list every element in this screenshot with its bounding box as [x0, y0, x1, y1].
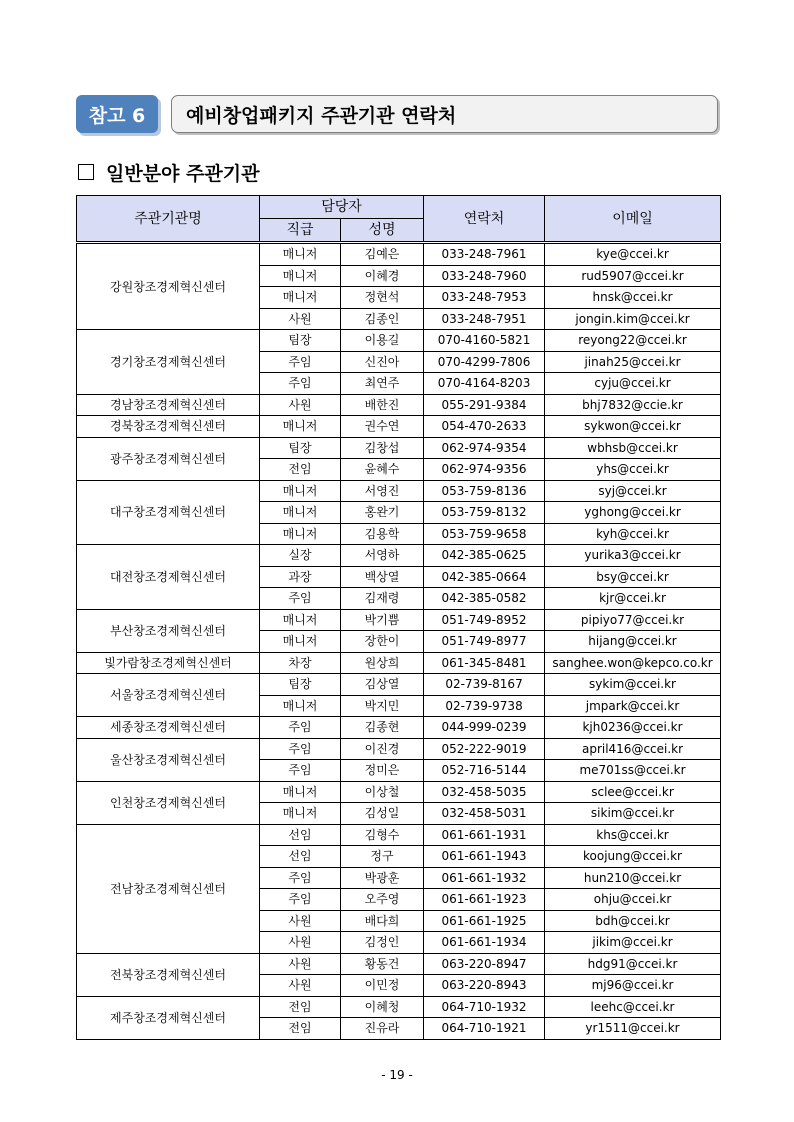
name-cell: 김용학 — [341, 523, 424, 545]
phone-cell: 061-661-1934 — [424, 932, 545, 954]
email-cell: sykwon@ccei.kr — [545, 416, 721, 438]
email-cell: sikim@ccei.kr — [545, 803, 721, 825]
header-org: 주관기관명 — [77, 196, 260, 243]
table-row — [77, 545, 721, 567]
email-cell: kye@ccei.kr — [545, 243, 721, 266]
phone-cell: 061-661-1932 — [424, 867, 545, 889]
name-cell: 이상철 — [341, 781, 424, 803]
name-cell: 최연주 — [341, 373, 424, 395]
name-cell: 이혜청 — [341, 996, 424, 1018]
position-cell: 주임 — [260, 717, 341, 739]
position-cell: 주임 — [260, 351, 341, 373]
phone-cell: 02-739-9738 — [424, 695, 545, 717]
phone-cell: 033-248-7953 — [424, 287, 545, 309]
position-cell: 사원 — [260, 394, 341, 416]
email-cell: yr1511@ccei.kr — [545, 1018, 721, 1040]
position-cell: 매니저 — [260, 243, 341, 266]
email-cell: bsy@ccei.kr — [545, 566, 721, 588]
phone-cell: 042-385-0625 — [424, 545, 545, 567]
phone-cell: 053-759-9658 — [424, 523, 545, 545]
email-cell: bhj7832@ccie.kr — [545, 394, 721, 416]
position-cell: 주임 — [260, 889, 341, 911]
table-row — [77, 996, 721, 1018]
section-heading — [78, 158, 259, 186]
table-row — [77, 243, 721, 266]
name-cell: 정현석 — [341, 287, 424, 309]
name-cell: 박광훈 — [341, 867, 424, 889]
phone-cell: 042-385-0582 — [424, 588, 545, 610]
email-cell: yurika3@ccei.kr — [545, 545, 721, 567]
phone-cell: 032-458-5031 — [424, 803, 545, 825]
name-cell: 원상희 — [341, 652, 424, 674]
position-cell: 전임 — [260, 996, 341, 1018]
name-cell: 오주영 — [341, 889, 424, 911]
table-row — [77, 480, 721, 502]
name-cell: 김창섭 — [341, 437, 424, 459]
email-cell: hijang@ccei.kr — [545, 631, 721, 653]
name-cell: 이민정 — [341, 975, 424, 997]
phone-cell: 033-248-7951 — [424, 308, 545, 330]
email-cell: jmpark@ccei.kr — [545, 695, 721, 717]
org-name-cell: 대전창조경제혁신센터 — [77, 545, 260, 610]
org-name-cell: 울산창조경제혁신센터 — [77, 738, 260, 781]
table-row — [77, 609, 721, 631]
phone-cell: 052-716-5144 — [424, 760, 545, 782]
name-cell: 이혜경 — [341, 265, 424, 287]
position-cell: 주임 — [260, 867, 341, 889]
position-cell: 팀장 — [260, 437, 341, 459]
email-cell: rud5907@ccei.kr — [545, 265, 721, 287]
position-cell: 매니저 — [260, 480, 341, 502]
phone-cell: 061-345-8481 — [424, 652, 545, 674]
name-cell: 백상열 — [341, 566, 424, 588]
phone-cell: 061-661-1923 — [424, 889, 545, 911]
phone-cell: 051-749-8952 — [424, 609, 545, 631]
email-cell: hdg91@ccei.kr — [545, 953, 721, 975]
phone-cell: 064-710-1921 — [424, 1018, 545, 1040]
position-cell: 매니저 — [260, 609, 341, 631]
email-cell: pipiyo77@ccei.kr — [545, 609, 721, 631]
header-name: 성명 — [341, 219, 424, 243]
phone-cell: 051-749-8977 — [424, 631, 545, 653]
org-name-cell: 세종창조경제혁신센터 — [77, 717, 260, 739]
position-cell: 매니저 — [260, 265, 341, 287]
table-row — [77, 394, 721, 416]
phone-cell: 070-4160-5821 — [424, 330, 545, 352]
position-cell: 팀장 — [260, 330, 341, 352]
position-cell: 매니저 — [260, 502, 341, 524]
org-name-cell: 강원창조경제혁신센터 — [77, 243, 260, 330]
email-cell: sclee@ccei.kr — [545, 781, 721, 803]
org-name-cell: 경북창조경제혁신센터 — [77, 416, 260, 438]
org-name-cell: 전북창조경제혁신센터 — [77, 953, 260, 996]
position-cell: 실장 — [260, 545, 341, 567]
position-cell: 사원 — [260, 932, 341, 954]
name-cell: 박기쁨 — [341, 609, 424, 631]
email-cell: yghong@ccei.kr — [545, 502, 721, 524]
email-cell: kjh0236@ccei.kr — [545, 717, 721, 739]
phone-cell: 053-759-8136 — [424, 480, 545, 502]
position-cell: 과장 — [260, 566, 341, 588]
name-cell: 김성일 — [341, 803, 424, 825]
name-cell: 이용길 — [341, 330, 424, 352]
table-row — [77, 738, 721, 760]
org-name-cell: 전남창조경제혁신센터 — [77, 824, 260, 953]
org-name-cell: 인천창조경제혁신센터 — [77, 781, 260, 824]
name-cell: 권수연 — [341, 416, 424, 438]
position-cell: 주임 — [260, 588, 341, 610]
table-row — [77, 437, 721, 459]
name-cell: 이진경 — [341, 738, 424, 760]
position-cell: 매니저 — [260, 631, 341, 653]
name-cell: 김종인 — [341, 308, 424, 330]
table-row — [77, 717, 721, 739]
email-cell: leehc@ccei.kr — [545, 996, 721, 1018]
email-cell: sykim@ccei.kr — [545, 674, 721, 696]
email-cell: koojung@ccei.kr — [545, 846, 721, 868]
header-position: 직급 — [260, 219, 341, 243]
name-cell: 서영진 — [341, 480, 424, 502]
position-cell: 선임 — [260, 824, 341, 846]
org-name-cell: 경기창조경제혁신센터 — [77, 330, 260, 395]
email-cell: hun210@ccei.kr — [545, 867, 721, 889]
table-row — [77, 416, 721, 438]
email-cell: mj96@ccei.kr — [545, 975, 721, 997]
phone-cell: 063-220-8943 — [424, 975, 545, 997]
phone-cell: 053-759-8132 — [424, 502, 545, 524]
section-title: 일반분야 주관기관 — [106, 162, 260, 185]
reference-badge: 참고 6 — [76, 95, 158, 133]
position-cell: 매니저 — [260, 695, 341, 717]
email-cell: bdh@ccei.kr — [545, 910, 721, 932]
name-cell: 박지민 — [341, 695, 424, 717]
checkbox-icon — [78, 164, 94, 180]
position-cell: 사원 — [260, 953, 341, 975]
table-row — [77, 824, 721, 846]
name-cell: 김예은 — [341, 243, 424, 266]
position-cell: 매니저 — [260, 781, 341, 803]
email-cell: jinah25@ccei.kr — [545, 351, 721, 373]
email-cell: reyong22@ccei.kr — [545, 330, 721, 352]
email-cell: kjr@ccei.kr — [545, 588, 721, 610]
position-cell: 선임 — [260, 846, 341, 868]
email-cell: wbhsb@ccei.kr — [545, 437, 721, 459]
phone-cell: 033-248-7960 — [424, 265, 545, 287]
header-manager: 담당자 — [260, 196, 424, 219]
table-row — [77, 953, 721, 975]
position-cell: 매니저 — [260, 287, 341, 309]
name-cell: 김재령 — [341, 588, 424, 610]
phone-cell: 061-661-1943 — [424, 846, 545, 868]
email-cell: me701ss@ccei.kr — [545, 760, 721, 782]
email-cell: cyju@ccei.kr — [545, 373, 721, 395]
org-name-cell: 빛가람창조경제혁신센터 — [77, 652, 260, 674]
table-row — [77, 674, 721, 696]
name-cell: 서영하 — [341, 545, 424, 567]
org-name-cell: 서울창조경제혁신센터 — [77, 674, 260, 717]
email-cell: jikim@ccei.kr — [545, 932, 721, 954]
phone-cell: 044-999-0239 — [424, 717, 545, 739]
phone-cell: 062-974-9354 — [424, 437, 545, 459]
name-cell: 배다희 — [341, 910, 424, 932]
header-phone: 연락처 — [424, 196, 545, 243]
phone-cell: 070-4299-7806 — [424, 351, 545, 373]
position-cell: 전임 — [260, 1018, 341, 1040]
header-email: 이메일 — [545, 196, 721, 243]
phone-cell: 062-974-9356 — [424, 459, 545, 481]
table-row — [77, 330, 721, 352]
email-cell: kyh@ccei.kr — [545, 523, 721, 545]
org-name-cell: 부산창조경제혁신센터 — [77, 609, 260, 652]
phone-cell: 054-470-2633 — [424, 416, 545, 438]
name-cell: 황동건 — [341, 953, 424, 975]
page-number: - 19 - — [381, 1068, 413, 1082]
name-cell: 배한진 — [341, 394, 424, 416]
name-cell: 김종현 — [341, 717, 424, 739]
position-cell: 주임 — [260, 738, 341, 760]
name-cell: 김형수 — [341, 824, 424, 846]
phone-cell: 02-739-8167 — [424, 674, 545, 696]
phone-cell: 061-661-1931 — [424, 824, 545, 846]
phone-cell: 033-248-7961 — [424, 243, 545, 266]
page-title: 예비창업패키지 주관기관 연락처 — [171, 95, 718, 133]
position-cell: 팀장 — [260, 674, 341, 696]
phone-cell: 032-458-5035 — [424, 781, 545, 803]
email-cell: hnsk@ccei.kr — [545, 287, 721, 309]
name-cell: 김상열 — [341, 674, 424, 696]
org-name-cell: 경남창조경제혁신센터 — [77, 394, 260, 416]
contacts-table — [76, 195, 721, 1040]
email-cell: jongin.kim@ccei.kr — [545, 308, 721, 330]
email-cell: yhs@ccei.kr — [545, 459, 721, 481]
email-cell: ohju@ccei.kr — [545, 889, 721, 911]
org-name-cell: 제주창조경제혁신센터 — [77, 996, 260, 1039]
page-header — [76, 95, 720, 135]
position-cell: 사원 — [260, 308, 341, 330]
name-cell: 홍완기 — [341, 502, 424, 524]
table-row — [77, 781, 721, 803]
email-cell: april416@ccei.kr — [545, 738, 721, 760]
phone-cell: 052-222-9019 — [424, 738, 545, 760]
email-cell: sanghee.won@kepco.co.kr — [545, 652, 721, 674]
name-cell: 장한이 — [341, 631, 424, 653]
name-cell: 진유라 — [341, 1018, 424, 1040]
email-cell: syj@ccei.kr — [545, 480, 721, 502]
position-cell: 사원 — [260, 910, 341, 932]
phone-cell: 063-220-8947 — [424, 953, 545, 975]
name-cell: 윤혜수 — [341, 459, 424, 481]
position-cell: 주임 — [260, 373, 341, 395]
position-cell: 매니저 — [260, 416, 341, 438]
phone-cell: 055-291-9384 — [424, 394, 545, 416]
phone-cell: 070-4164-8203 — [424, 373, 545, 395]
phone-cell: 061-661-1925 — [424, 910, 545, 932]
position-cell: 매니저 — [260, 803, 341, 825]
email-cell: khs@ccei.kr — [545, 824, 721, 846]
position-cell: 매니저 — [260, 523, 341, 545]
phone-cell: 064-710-1932 — [424, 996, 545, 1018]
table-body — [77, 243, 721, 1040]
name-cell: 정미은 — [341, 760, 424, 782]
org-name-cell: 대구창조경제혁신센터 — [77, 480, 260, 545]
phone-cell: 042-385-0664 — [424, 566, 545, 588]
position-cell: 전임 — [260, 459, 341, 481]
position-cell: 주임 — [260, 760, 341, 782]
name-cell: 정구 — [341, 846, 424, 868]
position-cell: 차장 — [260, 652, 341, 674]
name-cell: 김정인 — [341, 932, 424, 954]
table-row — [77, 652, 721, 674]
org-name-cell: 광주창조경제혁신센터 — [77, 437, 260, 480]
name-cell: 신진아 — [341, 351, 424, 373]
position-cell: 사원 — [260, 975, 341, 997]
